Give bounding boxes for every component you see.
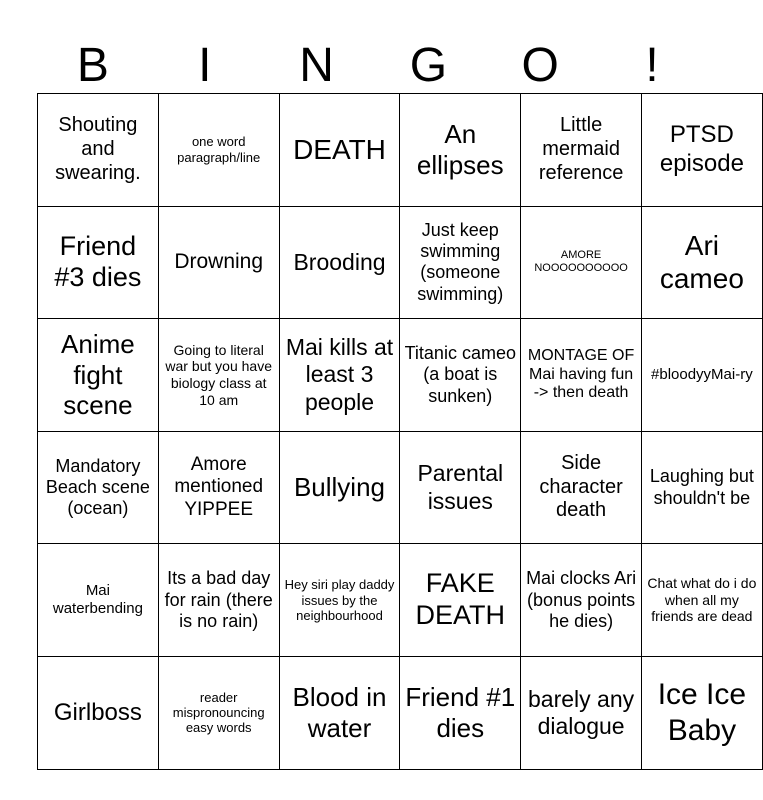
bingo-cell: Shouting and swearing. (38, 94, 159, 207)
bingo-cell: Titanic cameo (a boat is sunken) (400, 319, 521, 432)
bingo-cell: Ice Ice Baby (641, 656, 762, 769)
title-letter: O (521, 39, 559, 92)
bingo-cell: #bloodyyMai-ry (641, 319, 762, 432)
board-row (38, 544, 763, 657)
bingo-cell: AMORE NOOOOOOOOOO (521, 206, 642, 319)
board-row (38, 94, 763, 207)
title-letter: G (409, 39, 448, 92)
bingo-cell: Little mermaid reference (521, 94, 642, 207)
bingo-cell: PTSD episode (641, 94, 762, 207)
board-row (38, 431, 763, 544)
title-letter: N (299, 39, 334, 92)
bingo-cell: Parental issues (400, 431, 521, 544)
board-row (38, 319, 763, 432)
bingo-cell: Anime fight scene (38, 319, 159, 432)
bingo-cell: Brooding (279, 206, 400, 319)
bingo-cell: Mai waterbending (38, 544, 159, 657)
bingo-cell: Mai kills at least 3 people (279, 319, 400, 432)
bingo-cell: reader mispronouncing easy words (158, 656, 279, 769)
bingo-cell: MONTAGE OF Mai having fun -> then death (521, 319, 642, 432)
bingo-cell: Mai clocks Ari (bonus points he dies) (521, 544, 642, 657)
bingo-cell: DEATH (279, 94, 400, 207)
bingo-cell: Drowning (158, 206, 279, 319)
bingo-cell: Hey siri play daddy issues by the neighbourhood (279, 544, 400, 657)
bingo-cell: Girlboss (38, 656, 159, 769)
bingo-cell: Its a bad day for rain (there is no rain) (158, 544, 279, 657)
bingo-board (37, 93, 763, 770)
board-row (38, 656, 763, 769)
bingo-cell: Amore mentioned YIPPEE (158, 431, 279, 544)
board-row (38, 206, 763, 319)
bingo-cell: Bullying (279, 431, 400, 544)
bingo-cell: FAKE DEATH (400, 544, 521, 657)
title-letter: ! (645, 39, 659, 92)
bingo-cell: Mandatory Beach scene (ocean) (38, 431, 159, 544)
bingo-cell: Chat what do i do when all my friends are dead (641, 544, 762, 657)
bingo-cell: Ari cameo (641, 206, 762, 319)
bingo-cell: one word paragraph/line (158, 94, 279, 207)
bingo-cell: barely any dialogue (521, 656, 642, 769)
bingo-cell: Going to literal war but you have biology class at 10 am (158, 319, 279, 432)
bingo-cell: Friend #3 dies (38, 206, 159, 319)
bingo-title (37, 38, 708, 94)
bingo-cell: Side character death (521, 431, 642, 544)
bingo-cell: Just keep swimming (someone swimming) (400, 206, 521, 319)
bingo-cell: Friend #1 dies (400, 656, 521, 769)
bingo-cell: Blood in water (279, 656, 400, 769)
title-letter: B (76, 39, 109, 92)
bingo-cell: An ellipses (400, 94, 521, 207)
bingo-cell: Laughing but shouldn't be (641, 431, 762, 544)
title-letter: I (198, 39, 212, 92)
